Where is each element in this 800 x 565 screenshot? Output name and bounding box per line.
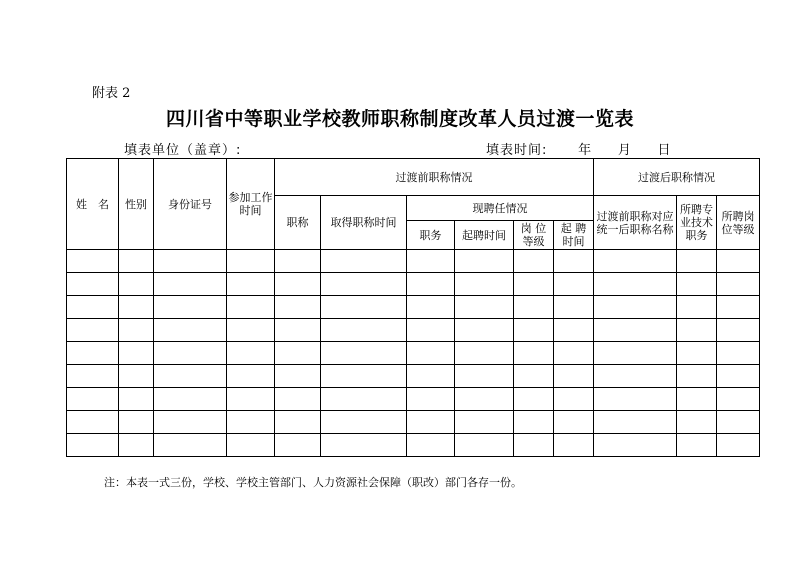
table-cell[interactable] — [594, 365, 677, 388]
table-cell[interactable] — [275, 342, 321, 365]
header-level-start: 起 聘 时间 — [554, 221, 594, 250]
table-cell[interactable] — [67, 250, 119, 273]
table-cell[interactable] — [119, 388, 154, 411]
table-cell[interactable] — [275, 273, 321, 296]
table-cell[interactable] — [455, 319, 514, 342]
attachment-label: 附表 2 — [92, 86, 131, 101]
table-cell[interactable] — [227, 273, 275, 296]
table-cell[interactable] — [275, 250, 321, 273]
table-row — [67, 296, 760, 319]
table-cell[interactable] — [407, 250, 455, 273]
table-cell[interactable] — [594, 434, 677, 457]
table-cell[interactable] — [455, 250, 514, 273]
table-cell[interactable] — [594, 250, 677, 273]
table-cell[interactable] — [119, 273, 154, 296]
table-cell[interactable] — [275, 388, 321, 411]
table-cell[interactable] — [227, 411, 275, 434]
table-cell[interactable] — [514, 319, 554, 342]
table-cell[interactable] — [119, 342, 154, 365]
page-title: 四川省中等职业学校教师职称制度改革人员过渡一览表 — [165, 108, 634, 130]
table-cell[interactable] — [227, 365, 275, 388]
transition-table — [66, 158, 760, 457]
table-cell[interactable] — [321, 319, 407, 342]
table-cell[interactable] — [119, 250, 154, 273]
table-cell[interactable] — [227, 434, 275, 457]
table-cell[interactable] — [717, 273, 760, 296]
table-cell[interactable] — [455, 411, 514, 434]
header-post: 职务 — [407, 221, 455, 250]
table-row — [67, 342, 760, 365]
table-cell[interactable] — [455, 296, 514, 319]
table-cell[interactable] — [154, 388, 227, 411]
header-title-time: 取得职称时间 — [321, 196, 407, 250]
table-cell[interactable] — [227, 250, 275, 273]
table-cell[interactable] — [275, 434, 321, 457]
table-cell[interactable] — [554, 250, 594, 273]
table-cell[interactable] — [514, 388, 554, 411]
header-level: 岗 位 等级 — [514, 221, 554, 250]
table-row — [67, 411, 760, 434]
table-cell[interactable] — [321, 250, 407, 273]
table-cell[interactable] — [677, 388, 717, 411]
table-cell[interactable] — [321, 342, 407, 365]
table-cell[interactable] — [677, 342, 717, 365]
table-row — [67, 434, 760, 457]
table-cell[interactable] — [455, 365, 514, 388]
table-cell[interactable] — [321, 273, 407, 296]
header-current-hiring: 现聘任情况 — [407, 196, 594, 221]
footnote: 注：本表一式三份，学校、学校主管部门、人力资源社会保障（职改）部门各存一份。 — [104, 476, 522, 489]
table-cell[interactable] — [594, 388, 677, 411]
table-cell[interactable] — [677, 273, 717, 296]
table-cell[interactable] — [119, 411, 154, 434]
header-hire-time: 起聘时间 — [455, 221, 514, 250]
table-cell[interactable] — [321, 388, 407, 411]
table-cell[interactable] — [227, 319, 275, 342]
table-cell[interactable] — [67, 365, 119, 388]
table-row — [67, 273, 760, 296]
table-row — [67, 388, 760, 411]
table-cell[interactable] — [554, 342, 594, 365]
header-mapped-title: 过渡前职称对应统一后职称名称 — [594, 196, 677, 250]
table-cell[interactable] — [154, 411, 227, 434]
table-cell[interactable] — [67, 342, 119, 365]
table-cell[interactable] — [154, 296, 227, 319]
table-row — [67, 365, 760, 388]
table-cell[interactable] — [455, 434, 514, 457]
table-cell[interactable] — [407, 342, 455, 365]
table-cell[interactable] — [717, 296, 760, 319]
table-cell[interactable] — [275, 365, 321, 388]
header-hired-level: 所聘岗位等级 — [717, 196, 760, 250]
table-row — [67, 250, 760, 273]
header-title: 职称 — [275, 196, 321, 250]
table-cell[interactable] — [514, 434, 554, 457]
table-cell[interactable] — [554, 411, 594, 434]
table-cell[interactable] — [154, 273, 227, 296]
table-cell[interactable] — [455, 273, 514, 296]
table-cell[interactable] — [554, 319, 594, 342]
table-row — [67, 319, 760, 342]
table-cell[interactable] — [677, 365, 717, 388]
table-cell[interactable] — [407, 434, 455, 457]
table-cell[interactable] — [321, 411, 407, 434]
table-cell[interactable] — [119, 365, 154, 388]
table-cell[interactable] — [67, 319, 119, 342]
table-cell[interactable] — [119, 434, 154, 457]
header-after-transition: 过渡后职称情况 — [594, 159, 760, 196]
fill-time-label: 填表时间: 年 月 日 — [486, 143, 672, 158]
table-cell[interactable] — [717, 250, 760, 273]
table-cell[interactable] — [227, 296, 275, 319]
table-cell[interactable] — [67, 411, 119, 434]
table-cell[interactable] — [407, 365, 455, 388]
table-cell[interactable] — [717, 342, 760, 365]
table-cell[interactable] — [275, 319, 321, 342]
table-cell[interactable] — [594, 342, 677, 365]
table-cell[interactable] — [67, 388, 119, 411]
table-cell[interactable] — [677, 296, 717, 319]
table-cell[interactable] — [514, 296, 554, 319]
table-cell[interactable] — [677, 434, 717, 457]
table-cell[interactable] — [717, 365, 760, 388]
table-cell[interactable] — [407, 388, 455, 411]
header-name: 姓 名 — [67, 159, 119, 250]
table-cell[interactable] — [554, 434, 594, 457]
table-cell[interactable] — [407, 319, 455, 342]
table-cell[interactable] — [119, 296, 154, 319]
table-cell[interactable] — [154, 250, 227, 273]
table-cell[interactable] — [554, 365, 594, 388]
table-cell[interactable] — [514, 342, 554, 365]
table-cell[interactable] — [554, 388, 594, 411]
table-cell[interactable] — [67, 273, 119, 296]
table-cell[interactable] — [594, 273, 677, 296]
table-cell[interactable] — [514, 250, 554, 273]
table-cell[interactable] — [594, 319, 677, 342]
table-cell[interactable] — [407, 273, 455, 296]
header-gender: 性别 — [119, 159, 154, 250]
table-cell[interactable] — [154, 434, 227, 457]
table-cell[interactable] — [154, 365, 227, 388]
table-cell[interactable] — [321, 434, 407, 457]
header-id-number: 身份证号 — [154, 159, 227, 250]
header-before-transition: 过渡前职称情况 — [275, 159, 594, 196]
header-hired-pro-post: 所聘专业技术职务 — [677, 196, 717, 250]
header-work-start: 参加工作时间 — [227, 159, 275, 250]
table-cell[interactable] — [407, 411, 455, 434]
table-cell[interactable] — [717, 411, 760, 434]
table-cell[interactable] — [514, 273, 554, 296]
table-cell[interactable] — [455, 342, 514, 365]
fill-unit-label: 填表单位（盖章）: — [124, 143, 242, 158]
table-cell[interactable] — [455, 388, 514, 411]
table-cell[interactable] — [67, 434, 119, 457]
table-cell[interactable] — [321, 365, 407, 388]
table-cell[interactable] — [677, 411, 717, 434]
table-cell[interactable] — [717, 434, 760, 457]
table-cell[interactable] — [514, 411, 554, 434]
table-cell[interactable] — [227, 342, 275, 365]
table-cell[interactable] — [554, 273, 594, 296]
table-cell[interactable] — [594, 296, 677, 319]
table-cell[interactable] — [321, 296, 407, 319]
table-cell[interactable] — [275, 296, 321, 319]
table-cell[interactable] — [514, 365, 554, 388]
table-cell[interactable] — [154, 342, 227, 365]
table-cell[interactable] — [677, 319, 717, 342]
table-cell[interactable] — [227, 388, 275, 411]
table-cell[interactable] — [67, 296, 119, 319]
table-cell[interactable] — [717, 388, 760, 411]
table-cell[interactable] — [717, 319, 760, 342]
table-cell[interactable] — [154, 319, 227, 342]
table-cell[interactable] — [554, 296, 594, 319]
table-cell[interactable] — [407, 296, 455, 319]
table-cell[interactable] — [594, 411, 677, 434]
table-cell[interactable] — [677, 250, 717, 273]
table-cell[interactable] — [275, 411, 321, 434]
table-cell[interactable] — [119, 319, 154, 342]
